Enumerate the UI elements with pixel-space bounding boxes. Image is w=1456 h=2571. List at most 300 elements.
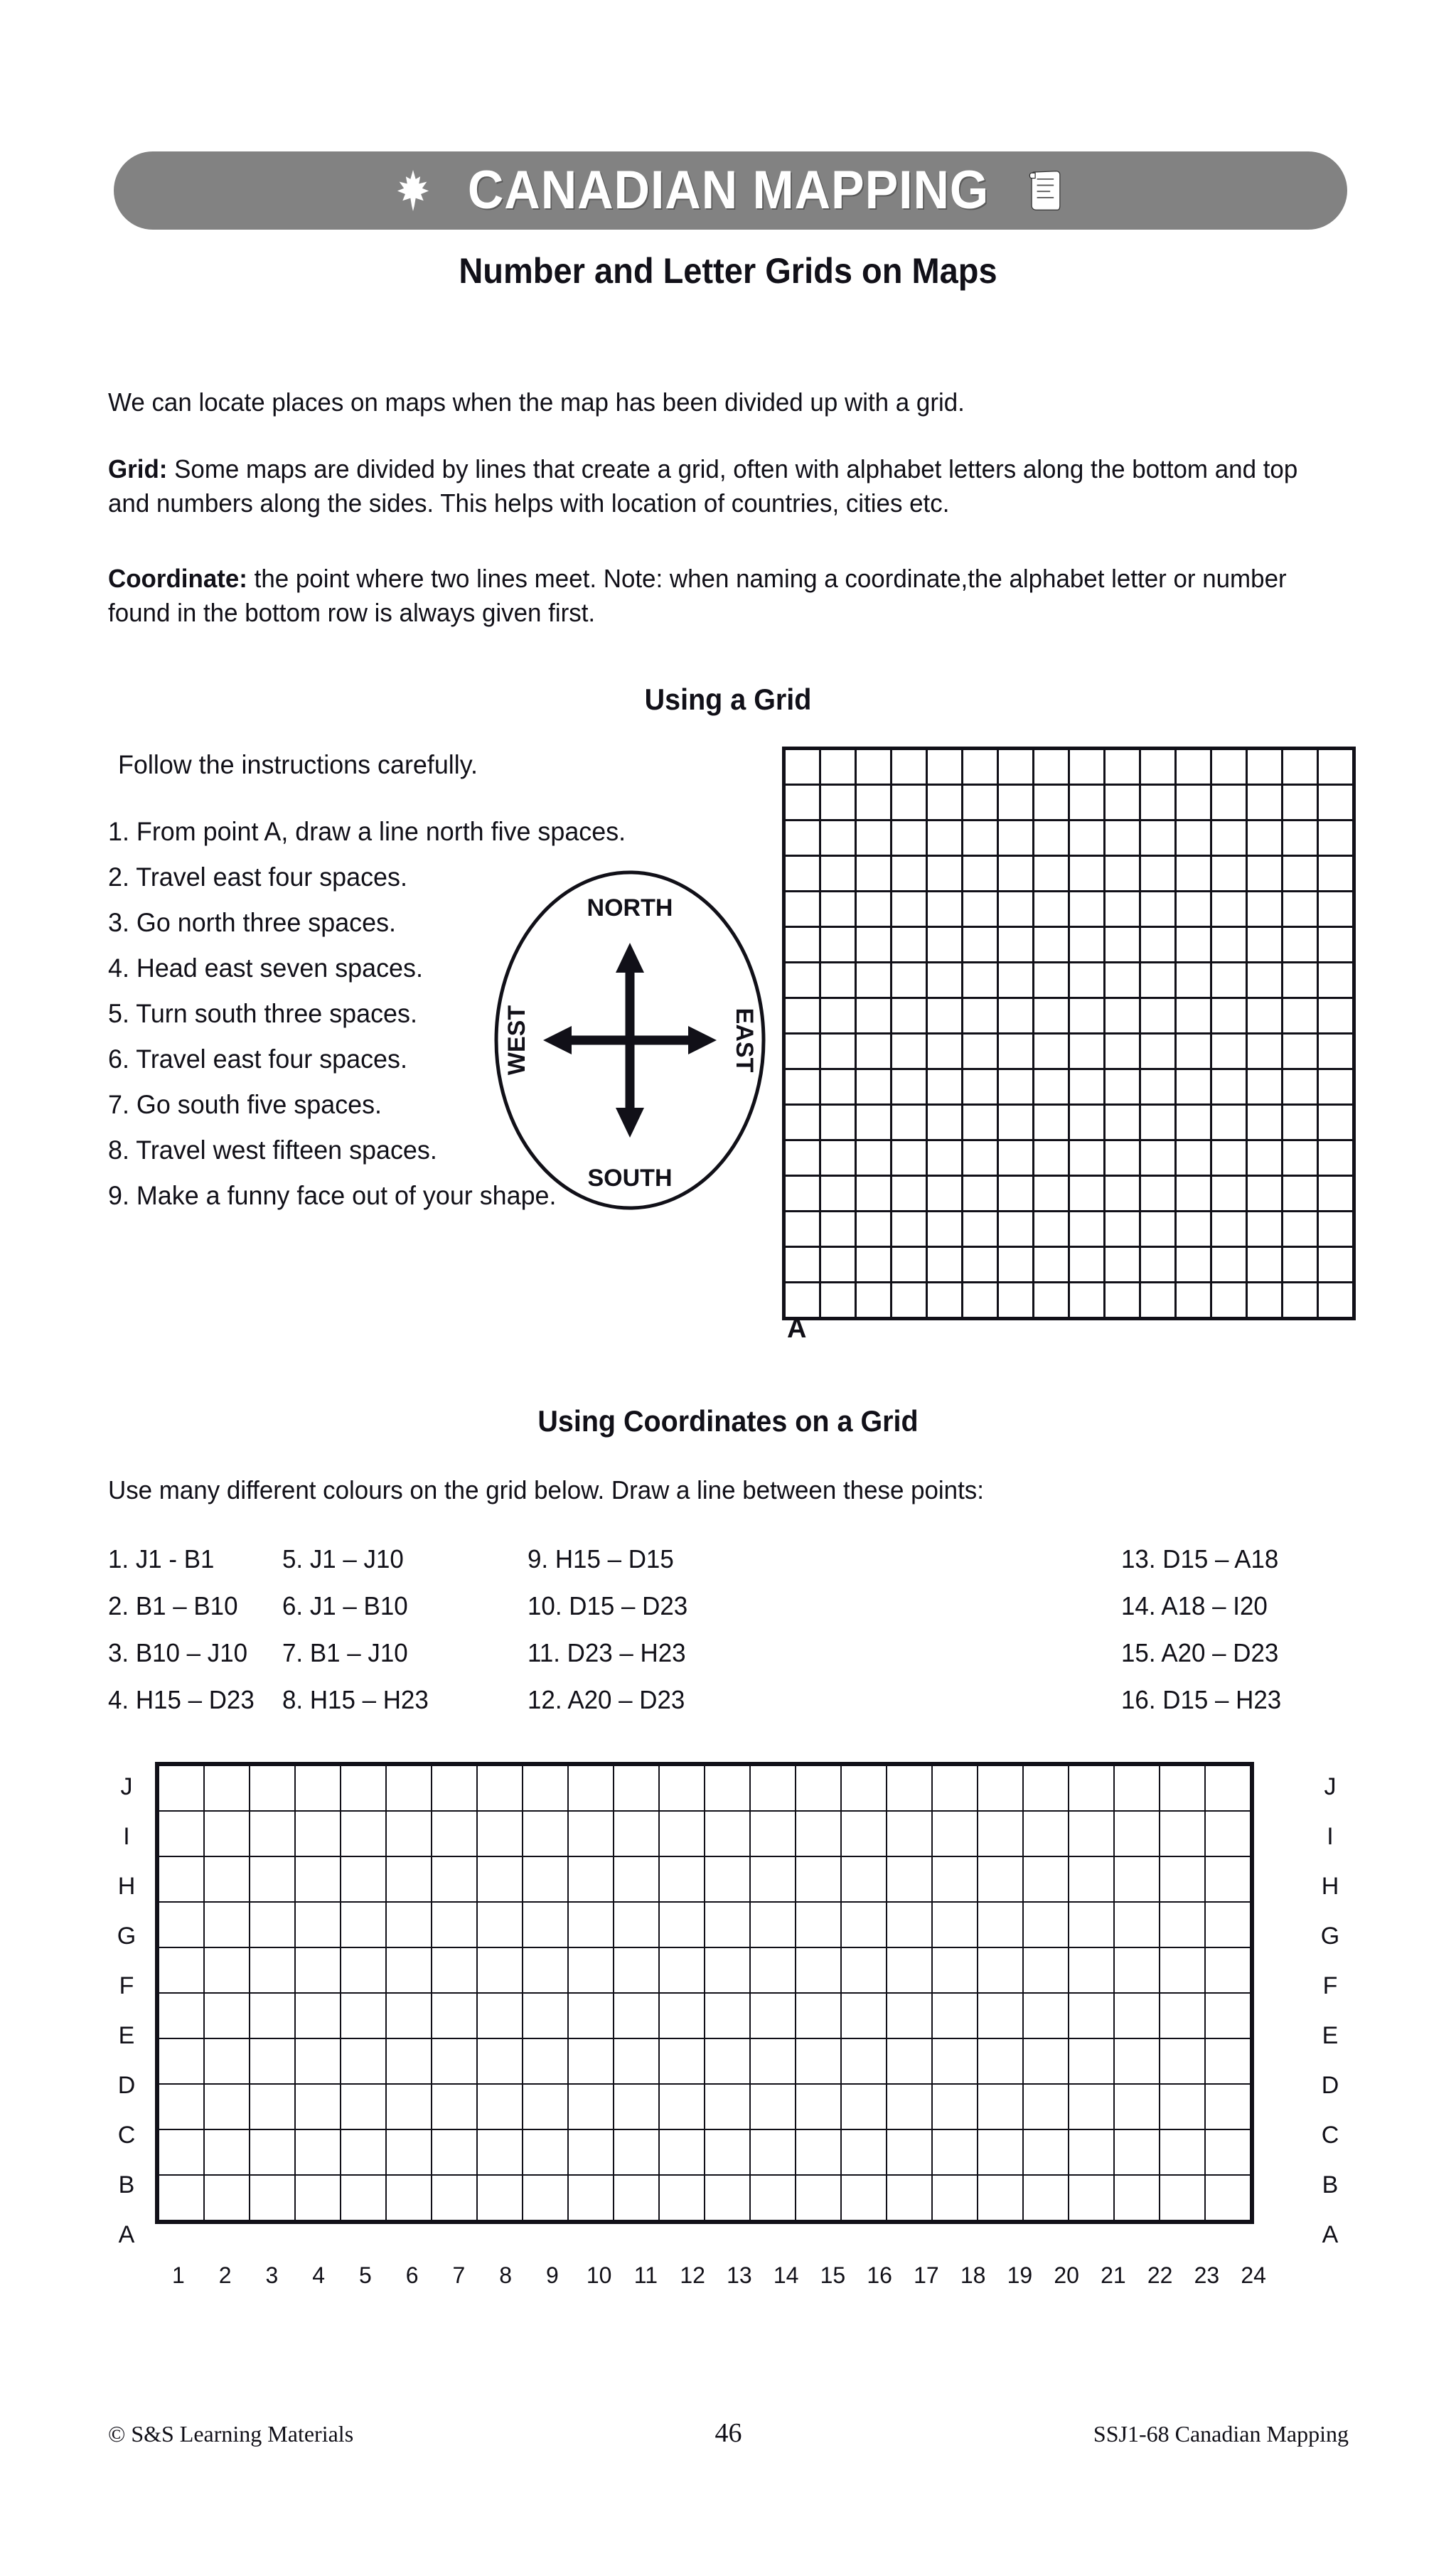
grid-cell[interactable] — [295, 2084, 341, 2129]
grid-cell[interactable] — [1034, 1212, 1069, 1247]
grid-cell[interactable] — [1105, 927, 1140, 963]
grid-cell[interactable] — [250, 2038, 295, 2084]
grid-cell[interactable] — [1211, 892, 1247, 927]
grid-cell[interactable] — [386, 1764, 432, 1811]
grid-cell[interactable] — [892, 785, 927, 821]
grid-cell[interactable] — [978, 2175, 1023, 2222]
grid-cell[interactable] — [1069, 1176, 1105, 1212]
grid-cell[interactable] — [932, 1947, 978, 1993]
grid-cell[interactable] — [659, 2175, 705, 2222]
grid-cell[interactable] — [1069, 998, 1105, 1034]
grid-cell[interactable] — [841, 2129, 887, 2175]
grid-cell[interactable] — [784, 1105, 820, 1140]
grid-cell[interactable] — [1069, 1856, 1114, 1902]
grid-cell[interactable] — [1283, 1140, 1318, 1176]
grid-cell[interactable] — [568, 1993, 614, 2038]
grid-cell[interactable] — [750, 1856, 796, 1902]
grid-cell[interactable] — [1211, 1034, 1247, 1069]
grid-cell[interactable] — [1114, 1947, 1160, 1993]
grid-cell[interactable] — [820, 1069, 856, 1105]
grid-cell[interactable] — [784, 998, 820, 1034]
grid-cell[interactable] — [1283, 927, 1318, 963]
grid-cell[interactable] — [1114, 1811, 1160, 1856]
grid-cell[interactable] — [1211, 1140, 1247, 1176]
grid-cell[interactable] — [750, 2129, 796, 2175]
grid-cell[interactable] — [659, 1947, 705, 1993]
grid-cell[interactable] — [963, 998, 998, 1034]
grid-cell[interactable] — [1140, 1069, 1176, 1105]
grid-cell[interactable] — [856, 1247, 892, 1283]
grid-cell[interactable] — [1069, 1902, 1114, 1947]
grid-cell[interactable] — [887, 2175, 932, 2222]
grid-cell[interactable] — [1205, 1811, 1252, 1856]
grid-cell[interactable] — [386, 1947, 432, 1993]
grid-cell[interactable] — [614, 2084, 659, 2129]
grid-cell[interactable] — [796, 1993, 841, 2038]
grid-cell[interactable] — [1283, 1176, 1318, 1212]
grid-cell[interactable] — [1069, 1247, 1105, 1283]
grid-cell[interactable] — [963, 821, 998, 856]
grid-cell[interactable] — [1069, 1283, 1105, 1319]
grid-cell[interactable] — [932, 1764, 978, 1811]
grid-cell[interactable] — [614, 2175, 659, 2222]
grid-cell[interactable] — [1160, 2129, 1205, 2175]
grid-cell[interactable] — [1283, 785, 1318, 821]
grid-cell[interactable] — [927, 1247, 963, 1283]
grid-cell[interactable] — [341, 2084, 386, 2129]
grid-cell[interactable] — [568, 2084, 614, 2129]
grid-cell[interactable] — [887, 2084, 932, 2129]
grid-cell[interactable] — [1069, 1140, 1105, 1176]
grid-cell[interactable] — [157, 2038, 204, 2084]
grid-cell[interactable] — [250, 1993, 295, 2038]
grid-cell[interactable] — [1140, 1176, 1176, 1212]
grid-cell[interactable] — [750, 1993, 796, 2038]
grid-cell[interactable] — [659, 2038, 705, 2084]
grid-cell[interactable] — [1034, 927, 1069, 963]
grid-cell[interactable] — [432, 1764, 477, 1811]
grid-cell[interactable] — [1205, 1947, 1252, 1993]
grid-cell[interactable] — [932, 1856, 978, 1902]
grid-cell[interactable] — [1140, 1283, 1176, 1319]
grid-cell[interactable] — [523, 1764, 568, 1811]
grid-cell[interactable] — [1318, 1105, 1354, 1140]
grid-cell[interactable] — [250, 1856, 295, 1902]
grid-cell[interactable] — [856, 998, 892, 1034]
grid-cell[interactable] — [1160, 2175, 1205, 2222]
grid-cell[interactable] — [1069, 2175, 1114, 2222]
grid-cell[interactable] — [477, 1811, 523, 1856]
grid-cell[interactable] — [1176, 1212, 1211, 1247]
grid-cell[interactable] — [295, 2038, 341, 2084]
grid-cell[interactable] — [932, 2038, 978, 2084]
grid-cell[interactable] — [614, 1993, 659, 2038]
grid-cell[interactable] — [1069, 1034, 1105, 1069]
grid-cell[interactable] — [295, 1856, 341, 1902]
grid-cell[interactable] — [1318, 1283, 1354, 1319]
grid-cell[interactable] — [1160, 1993, 1205, 2038]
grid-cell[interactable] — [998, 1176, 1034, 1212]
grid-cell[interactable] — [386, 1856, 432, 1902]
coordinates-grid[interactable] — [155, 1762, 1254, 2224]
grid-cell[interactable] — [1023, 1947, 1069, 1993]
grid-cell[interactable] — [1034, 785, 1069, 821]
grid-cell[interactable] — [856, 821, 892, 856]
grid-cell[interactable] — [1069, 1212, 1105, 1247]
grid-cell[interactable] — [1034, 892, 1069, 927]
grid-cell[interactable] — [1069, 1105, 1105, 1140]
grid-cell[interactable] — [1247, 856, 1283, 892]
grid-cell[interactable] — [157, 2084, 204, 2129]
grid-cell[interactable] — [1069, 963, 1105, 998]
grid-cell[interactable] — [927, 998, 963, 1034]
grid-cell[interactable] — [750, 1902, 796, 1947]
grid-cell[interactable] — [1114, 2129, 1160, 2175]
grid-cell[interactable] — [1069, 892, 1105, 927]
grid-cell[interactable] — [978, 2084, 1023, 2129]
grid-cell[interactable] — [750, 1764, 796, 1811]
grid-cell[interactable] — [250, 1947, 295, 1993]
grid-cell[interactable] — [1023, 1811, 1069, 1856]
grid-cell[interactable] — [784, 963, 820, 998]
grid-cell[interactable] — [1034, 1176, 1069, 1212]
grid-cell[interactable] — [856, 963, 892, 998]
grid-cell[interactable] — [1140, 927, 1176, 963]
grid-cell[interactable] — [784, 1034, 820, 1069]
grid-cell[interactable] — [963, 1140, 998, 1176]
grid-cell[interactable] — [1211, 856, 1247, 892]
grid-cell[interactable] — [705, 1856, 750, 1902]
grid-cell[interactable] — [1034, 856, 1069, 892]
grid-cell[interactable] — [784, 1283, 820, 1319]
grid-cell[interactable] — [998, 1034, 1034, 1069]
grid-cell[interactable] — [750, 1947, 796, 1993]
grid-cell[interactable] — [1205, 2129, 1252, 2175]
grid-cell[interactable] — [1160, 2038, 1205, 2084]
grid-cell[interactable] — [250, 2129, 295, 2175]
grid-cell[interactable] — [963, 1247, 998, 1283]
grid-cell[interactable] — [978, 1902, 1023, 1947]
grid-cell[interactable] — [784, 1247, 820, 1283]
grid-cell[interactable] — [295, 1993, 341, 2038]
grid-cell[interactable] — [892, 927, 927, 963]
grid-cell[interactable] — [820, 785, 856, 821]
grid-cell[interactable] — [1105, 785, 1140, 821]
grid-cell[interactable] — [820, 1283, 856, 1319]
grid-cell[interactable] — [927, 927, 963, 963]
grid-cell[interactable] — [892, 963, 927, 998]
grid-cell[interactable] — [887, 1947, 932, 1993]
grid-cell[interactable] — [892, 1034, 927, 1069]
grid-cell[interactable] — [250, 2084, 295, 2129]
grid-cell[interactable] — [927, 1105, 963, 1140]
grid-cell[interactable] — [568, 1764, 614, 1811]
grid-cell[interactable] — [1105, 963, 1140, 998]
grid-cell[interactable] — [1283, 892, 1318, 927]
grid-cell[interactable] — [1176, 1105, 1211, 1140]
grid-cell[interactable] — [204, 1947, 250, 1993]
grid-cell[interactable] — [341, 1811, 386, 1856]
grid-cell[interactable] — [784, 1069, 820, 1105]
grid-cell[interactable] — [705, 2038, 750, 2084]
grid-cell[interactable] — [1160, 1902, 1205, 1947]
grid-cell[interactable] — [856, 1069, 892, 1105]
grid-cell[interactable] — [1023, 1764, 1069, 1811]
grid-cell[interactable] — [1023, 2084, 1069, 2129]
grid-cell[interactable] — [856, 749, 892, 785]
grid-cell[interactable] — [963, 963, 998, 998]
grid-cell[interactable] — [887, 2129, 932, 2175]
grid-cell[interactable] — [523, 1947, 568, 1993]
grid-cell[interactable] — [1318, 1247, 1354, 1283]
grid-cell[interactable] — [1069, 2084, 1114, 2129]
grid-cell[interactable] — [1069, 1811, 1114, 1856]
grid-cell[interactable] — [887, 2038, 932, 2084]
grid-cell[interactable] — [432, 2175, 477, 2222]
grid-cell[interactable] — [614, 1811, 659, 1856]
grid-cell[interactable] — [386, 2084, 432, 2129]
grid-cell[interactable] — [1247, 1212, 1283, 1247]
grid-cell[interactable] — [892, 1140, 927, 1176]
grid-cell[interactable] — [568, 1856, 614, 1902]
grid-cell[interactable] — [1023, 2129, 1069, 2175]
grid-cell[interactable] — [341, 1947, 386, 1993]
grid-cell[interactable] — [432, 2084, 477, 2129]
grid-cell[interactable] — [1247, 892, 1283, 927]
grid-cell[interactable] — [796, 1811, 841, 1856]
grid-cell[interactable] — [1247, 1105, 1283, 1140]
grid-cell[interactable] — [341, 1764, 386, 1811]
grid-cell[interactable] — [963, 1069, 998, 1105]
grid-cell[interactable] — [386, 1811, 432, 1856]
grid-cell[interactable] — [841, 1856, 887, 1902]
grid-cell[interactable] — [1205, 1902, 1252, 1947]
grid-cell[interactable] — [1211, 1247, 1247, 1283]
grid-cell[interactable] — [856, 1140, 892, 1176]
grid-cell[interactable] — [1114, 1993, 1160, 2038]
grid-cell[interactable] — [841, 1902, 887, 1947]
grid-cell[interactable] — [157, 1947, 204, 1993]
grid-cell[interactable] — [892, 1212, 927, 1247]
grid-cell[interactable] — [856, 927, 892, 963]
grid-cell[interactable] — [796, 1856, 841, 1902]
grid-cell[interactable] — [477, 1902, 523, 1947]
grid-cell[interactable] — [1211, 1105, 1247, 1140]
grid-cell[interactable] — [295, 1764, 341, 1811]
grid-cell[interactable] — [568, 2038, 614, 2084]
grid-cell[interactable] — [1247, 785, 1283, 821]
grid-cell[interactable] — [820, 998, 856, 1034]
grid-cell[interactable] — [157, 1993, 204, 2038]
grid-cell[interactable] — [927, 892, 963, 927]
grid-cell[interactable] — [1318, 785, 1354, 821]
grid-cell[interactable] — [1140, 892, 1176, 927]
grid-cell[interactable] — [1105, 998, 1140, 1034]
grid-cell[interactable] — [820, 927, 856, 963]
grid-cell[interactable] — [927, 1176, 963, 1212]
grid-cell[interactable] — [1283, 1034, 1318, 1069]
grid-cell[interactable] — [1318, 892, 1354, 927]
grid-cell[interactable] — [1247, 927, 1283, 963]
grid-cell[interactable] — [784, 821, 820, 856]
grid-cell[interactable] — [1283, 963, 1318, 998]
grid-cell[interactable] — [1114, 2084, 1160, 2129]
grid-cell[interactable] — [1211, 998, 1247, 1034]
grid-cell[interactable] — [204, 1993, 250, 2038]
grid-cell[interactable] — [204, 1856, 250, 1902]
grid-cell[interactable] — [1176, 1283, 1211, 1319]
grid-cell[interactable] — [1105, 1105, 1140, 1140]
grid-cell[interactable] — [796, 1947, 841, 1993]
grid-cell[interactable] — [978, 1856, 1023, 1902]
grid-cell[interactable] — [204, 2038, 250, 2084]
grid-cell[interactable] — [784, 856, 820, 892]
grid-cell[interactable] — [796, 2038, 841, 2084]
grid-cell[interactable] — [998, 1069, 1034, 1105]
grid-cell[interactable] — [998, 927, 1034, 963]
grid-cell[interactable] — [856, 1105, 892, 1140]
grid-cell[interactable] — [157, 2175, 204, 2222]
grid-cell[interactable] — [927, 1212, 963, 1247]
grid-cell[interactable] — [157, 1856, 204, 1902]
grid-cell[interactable] — [820, 1034, 856, 1069]
grid-cell[interactable] — [204, 1902, 250, 1947]
grid-cell[interactable] — [1205, 1993, 1252, 2038]
grid-cell[interactable] — [1211, 785, 1247, 821]
grid-cell[interactable] — [1247, 1247, 1283, 1283]
using-a-grid-grid[interactable] — [782, 747, 1356, 1320]
grid-cell[interactable] — [841, 1764, 887, 1811]
grid-cell[interactable] — [157, 1902, 204, 1947]
grid-cell[interactable] — [1069, 927, 1105, 963]
grid-cell[interactable] — [932, 2084, 978, 2129]
grid-cell[interactable] — [932, 2175, 978, 2222]
grid-cell[interactable] — [432, 2038, 477, 2084]
grid-cell[interactable] — [820, 856, 856, 892]
grid-cell[interactable] — [963, 856, 998, 892]
grid-cell[interactable] — [1140, 1247, 1176, 1283]
grid-cell[interactable] — [1283, 1105, 1318, 1140]
grid-cell[interactable] — [477, 2038, 523, 2084]
grid-cell[interactable] — [927, 1140, 963, 1176]
grid-cell[interactable] — [750, 1811, 796, 1856]
grid-cell[interactable] — [568, 2129, 614, 2175]
grid-cell[interactable] — [998, 998, 1034, 1034]
grid-cell[interactable] — [1211, 927, 1247, 963]
grid-cell[interactable] — [892, 1176, 927, 1212]
grid-cell[interactable] — [963, 1176, 998, 1212]
grid-cell[interactable] — [841, 1811, 887, 1856]
grid-cell[interactable] — [1069, 2038, 1114, 2084]
grid-cell[interactable] — [1205, 1856, 1252, 1902]
grid-cell[interactable] — [477, 1993, 523, 2038]
grid-cell[interactable] — [820, 963, 856, 998]
grid-cell[interactable] — [892, 1105, 927, 1140]
grid-cell[interactable] — [1160, 1811, 1205, 1856]
grid-cell[interactable] — [477, 2084, 523, 2129]
grid-cell[interactable] — [1176, 998, 1211, 1034]
grid-cell[interactable] — [1247, 1069, 1283, 1105]
grid-cell[interactable] — [998, 1212, 1034, 1247]
grid-cell[interactable] — [1247, 998, 1283, 1034]
grid-cell[interactable] — [784, 892, 820, 927]
grid-cell[interactable] — [1283, 749, 1318, 785]
grid-cell[interactable] — [1140, 1034, 1176, 1069]
grid-cell[interactable] — [705, 1902, 750, 1947]
grid-cell[interactable] — [820, 1105, 856, 1140]
grid-cell[interactable] — [568, 1947, 614, 1993]
grid-cell[interactable] — [1023, 1856, 1069, 1902]
grid-cell[interactable] — [157, 2129, 204, 2175]
grid-cell[interactable] — [750, 2175, 796, 2222]
grid-cell[interactable] — [341, 2129, 386, 2175]
grid-cell[interactable] — [998, 1247, 1034, 1283]
grid-cell[interactable] — [1105, 892, 1140, 927]
grid-cell[interactable] — [341, 1902, 386, 1947]
grid-cell[interactable] — [1034, 1283, 1069, 1319]
grid-cell[interactable] — [523, 1993, 568, 2038]
grid-cell[interactable] — [841, 2084, 887, 2129]
grid-cell[interactable] — [659, 1811, 705, 1856]
grid-cell[interactable] — [841, 1993, 887, 2038]
grid-cell[interactable] — [1023, 2038, 1069, 2084]
grid-cell[interactable] — [1034, 1105, 1069, 1140]
grid-cell[interactable] — [1140, 998, 1176, 1034]
grid-cell[interactable] — [796, 2175, 841, 2222]
grid-cell[interactable] — [1318, 1212, 1354, 1247]
grid-cell[interactable] — [1318, 821, 1354, 856]
grid-cell[interactable] — [1318, 1140, 1354, 1176]
grid-cell[interactable] — [1176, 963, 1211, 998]
grid-cell[interactable] — [1176, 892, 1211, 927]
grid-cell[interactable] — [705, 2084, 750, 2129]
grid-cell[interactable] — [1211, 1283, 1247, 1319]
grid-cell[interactable] — [1034, 1140, 1069, 1176]
grid-cell[interactable] — [820, 1140, 856, 1176]
grid-cell[interactable] — [659, 2084, 705, 2129]
grid-cell[interactable] — [386, 2129, 432, 2175]
grid-cell[interactable] — [1176, 1247, 1211, 1283]
grid-cell[interactable] — [204, 2129, 250, 2175]
grid-cell[interactable] — [204, 1764, 250, 1811]
grid-cell[interactable] — [820, 821, 856, 856]
grid-cell[interactable] — [1034, 1247, 1069, 1283]
grid-cell[interactable] — [1114, 1764, 1160, 1811]
grid-cell[interactable] — [1034, 821, 1069, 856]
grid-cell[interactable] — [614, 1902, 659, 1947]
grid-cell[interactable] — [1283, 1069, 1318, 1105]
grid-cell[interactable] — [614, 2129, 659, 2175]
grid-cell[interactable] — [750, 2038, 796, 2084]
grid-cell[interactable] — [1283, 1212, 1318, 1247]
grid-cell[interactable] — [887, 1811, 932, 1856]
grid-cell[interactable] — [1318, 963, 1354, 998]
grid-cell[interactable] — [927, 749, 963, 785]
grid-cell[interactable] — [1176, 1034, 1211, 1069]
grid-cell[interactable] — [1318, 927, 1354, 963]
grid-cell[interactable] — [963, 1034, 998, 1069]
grid-cell[interactable] — [1283, 821, 1318, 856]
grid-cell[interactable] — [1140, 1140, 1176, 1176]
grid-cell[interactable] — [1114, 2038, 1160, 2084]
grid-cell[interactable] — [1318, 998, 1354, 1034]
grid-cell[interactable] — [963, 892, 998, 927]
grid-cell[interactable] — [887, 1993, 932, 2038]
grid-cell[interactable] — [1318, 1176, 1354, 1212]
grid-cell[interactable] — [1105, 821, 1140, 856]
grid-cell[interactable] — [568, 2175, 614, 2222]
grid-cell[interactable] — [204, 1811, 250, 1856]
